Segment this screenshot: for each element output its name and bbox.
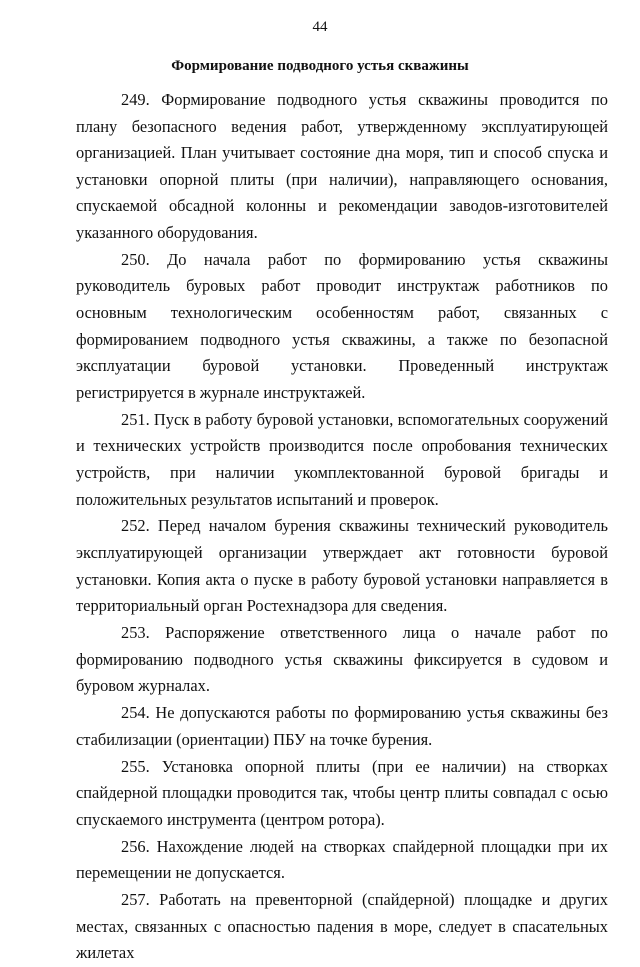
paragraph-252: 252. Перед началом бурения скважины технический руководитель эксплуатирующей организации утверждает акт готовности буровой установки. Копия акта о пуске в работу буровой установки направляется в территориальный орган Ростехнадзора для сведения. <box>76 516 608 616</box>
page-number: 44 <box>312 19 328 35</box>
paragraph-250: 250. До начала работ по формированию устья скважины руководитель буровых работ проводит инструктаж работников по основным технологическим особенностям работ, связанных с формированием подводного устья скважины, а также по безопасной эксплуатации буровой установки. Проведенный инструктаж регистрируется в журнале инструктажей. <box>76 249 608 402</box>
paragraph-253: 253. Распоряжение ответственного лица о начале работ по формированию подводного устья скважины фиксируется в судовом и буровом журналах. <box>76 623 608 696</box>
section-title: Формирование подводного устья скважины <box>171 58 469 74</box>
paragraph-255: 255. Установка опорной плиты (при ее наличии) на створках спайдерной площадки проводится так, чтобы центр плиты совпадал с осью спускаемого инструмента (центром ротора). <box>76 756 608 829</box>
paragraph-254: 254. Не допускаются работы по формированию устья скважины без стабилизации (ориентации) ПБУ на точке бурения. <box>76 703 608 749</box>
paragraph-257: 257. Работать на превенторной (спайдерной) площадке и других местах, связанных с опасностью падения в море, следует в спасательных жилетах <box>76 890 608 963</box>
document-body <box>76 87 608 967</box>
paragraph-256: 256. Нахождение людей на створках спайдерной площадки при их перемещении не допускается. <box>76 836 608 883</box>
paragraph-251: 251. Пуск в работу буровой установки, вспомогательных сооружений и технических устройств производится после опробования технических устройств, при наличии укомплектованной буровой бригады и положительных результатов испытаний и проверок. <box>76 409 608 509</box>
paragraph-249: 249. Формирование подводного устья скважины проводится по плану безопасного ведения работ, утвержденному эксплуатирующей организацией. План учитывает состояние дна моря, тип и способ спуска и установки опорной плиты (при наличии), направляющего основания, спускаемой обсадной колонны и рекомендации заводов-изготовителей указанного оборудования. <box>76 90 608 242</box>
